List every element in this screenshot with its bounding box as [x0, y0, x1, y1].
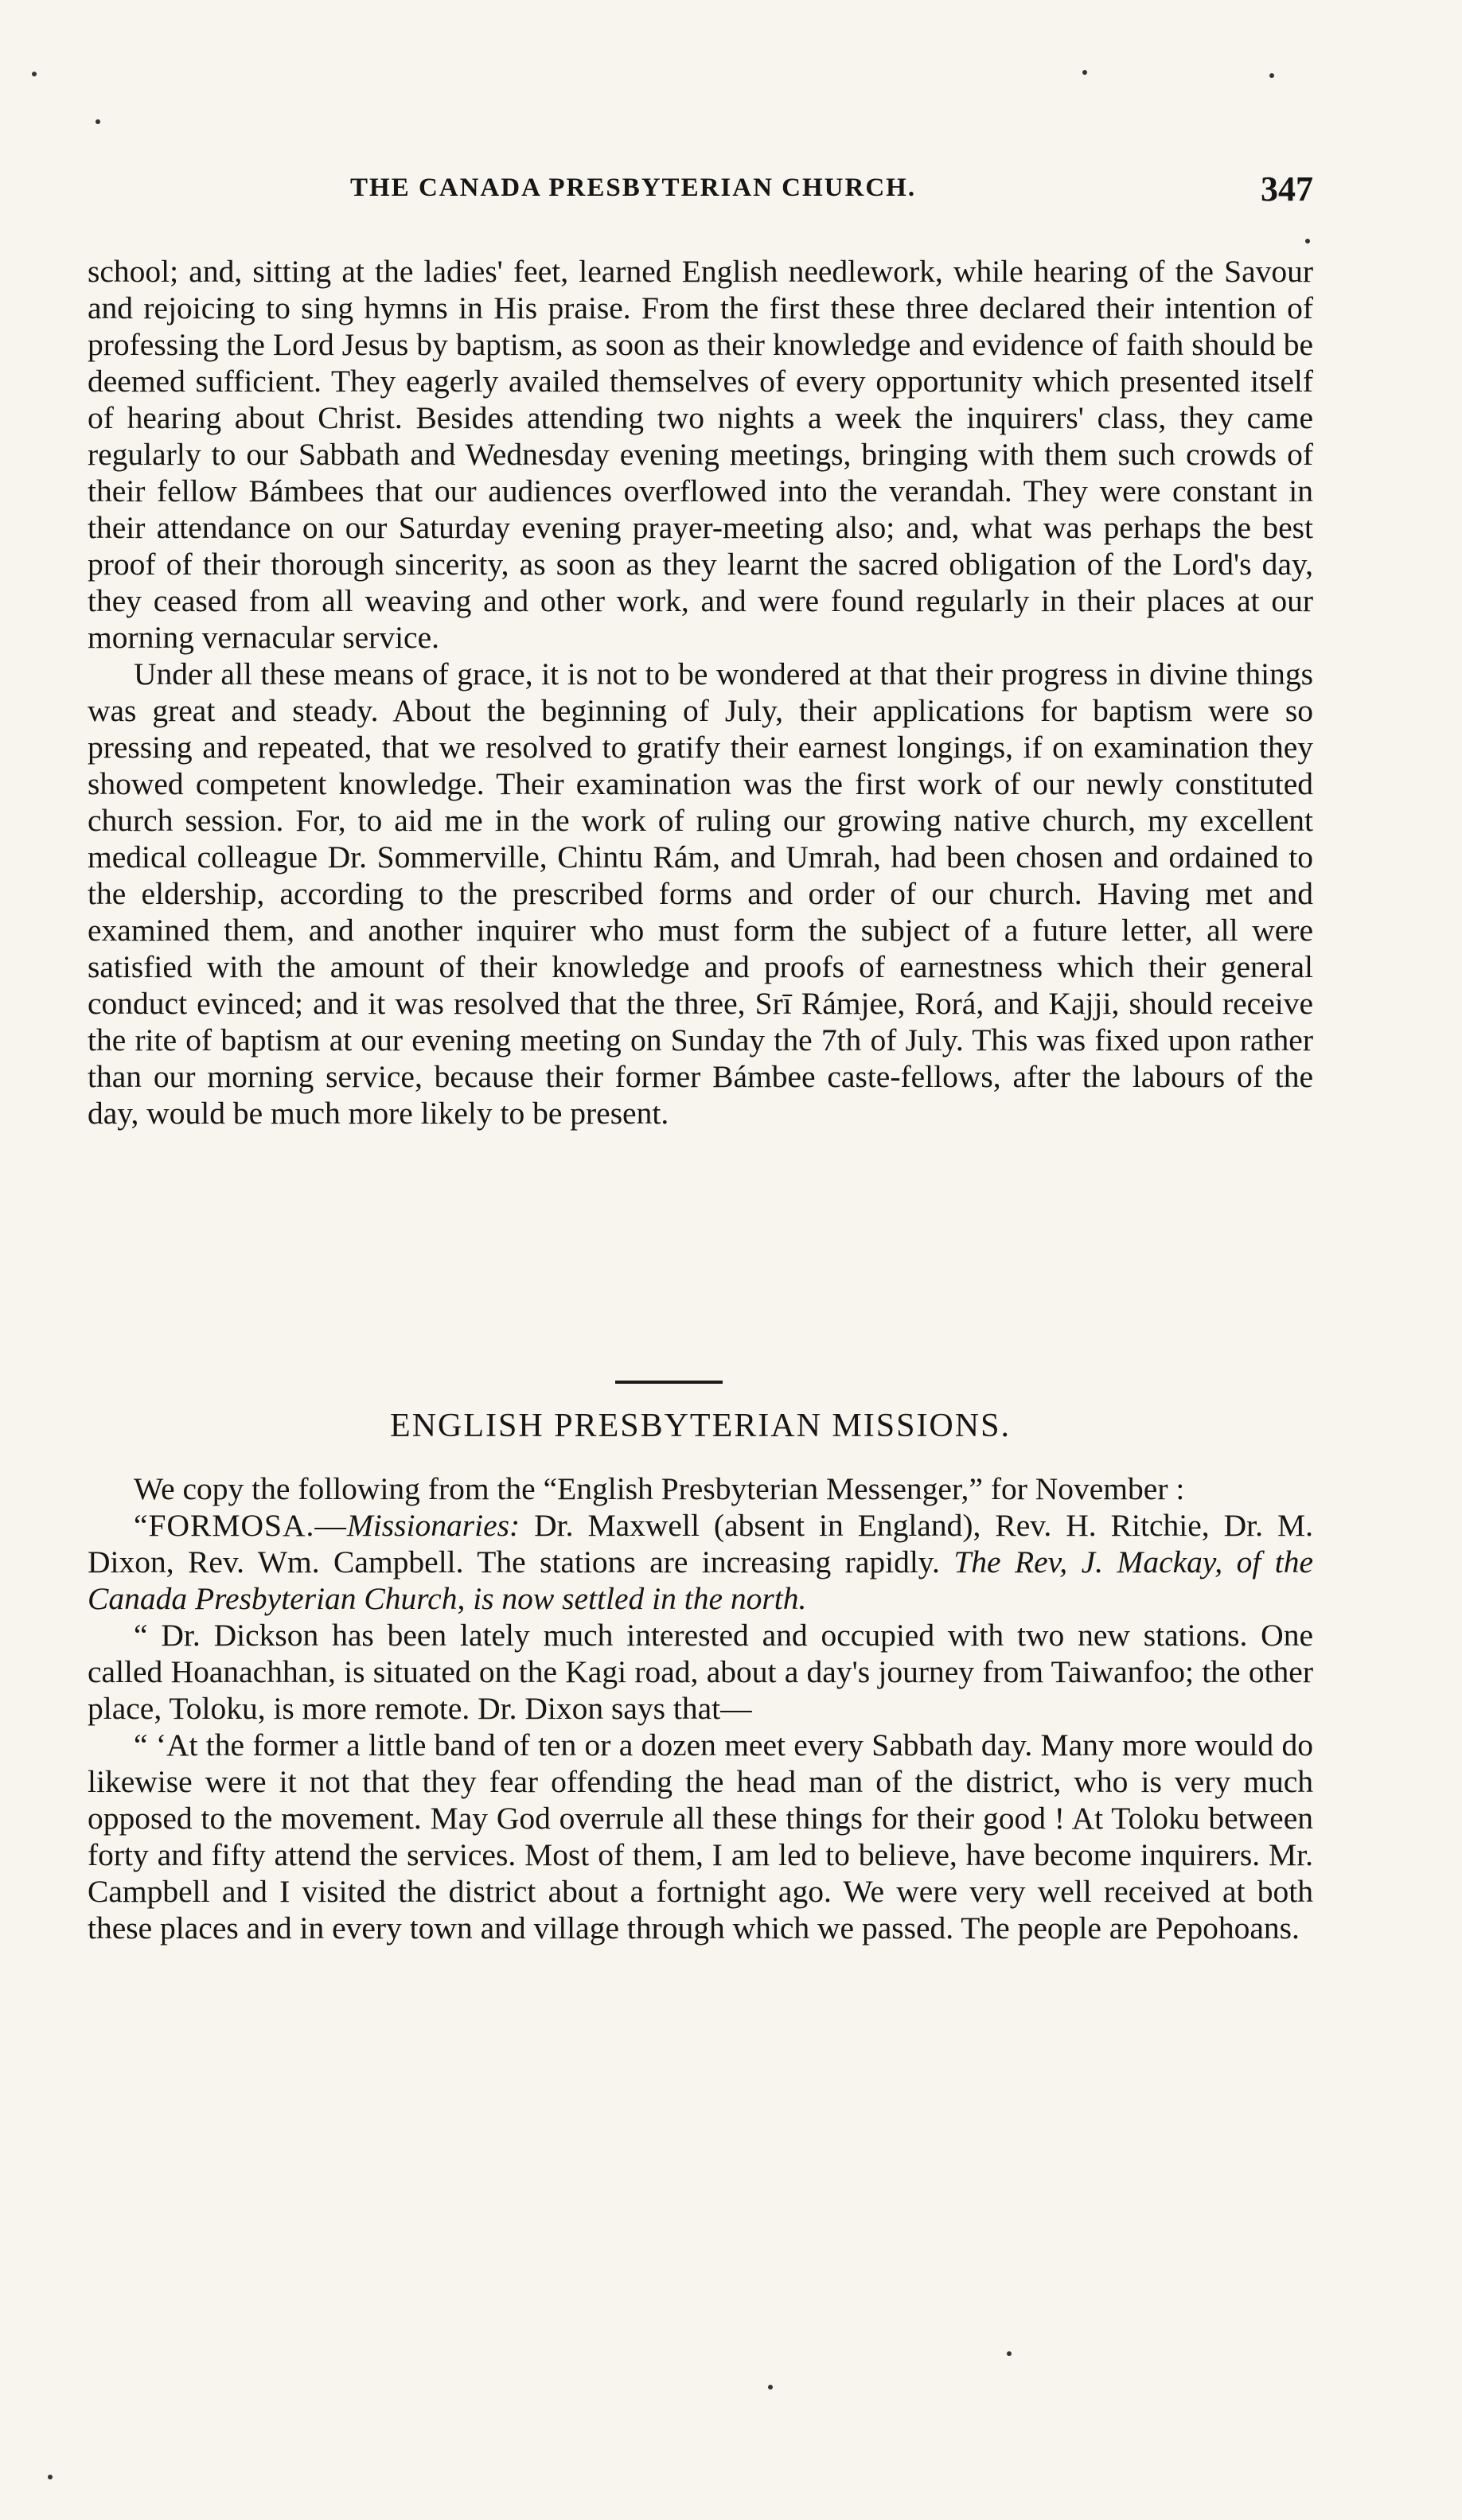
formosa-lead: “FORMOSA.— — [134, 1508, 347, 1543]
quoted-letter: “ ‘At the former a little band of ten or a dozen meet every Sabbath day. Many more would do likewise were it not that they fear offending the head man of the district, who is very much opposed to the movement. May God overrule all these things for their good ! At Toloku between forty and fifty attend the services. Most of them, I am led to believe, have become inquirers. Mr. Campbell and I visited the district about a fortnight ago. We were very well received at both these places and in every town and village through which we passed. The people are Pepohoans. — [88, 1727, 1313, 1946]
print-speck — [1305, 239, 1310, 243]
mission-letter-continued — [88, 253, 1313, 1131]
print-speck — [1007, 2351, 1012, 2356]
running-title: THE CANADA PRESBYTERIAN CHURCH. — [350, 173, 917, 202]
formosa-text: Dr. Maxwell (absent in England), Rev. H. Ritchie, Dr. M. Dixon, Rev. Wm. Campbell. The stations are increasing rapidly. — [88, 1508, 1313, 1579]
intro-paragraph: We copy the following from the “English Presbyterian Messenger,” for November : — [134, 1471, 1185, 1506]
section-divider — [615, 1381, 723, 1384]
dickson-paragraph: “ Dr. Dickson has been lately much interested and occupied with two new stations. One called Hoanachhan, is situated on the Kagi road, about a day's journey from Taiwanfoo; the other place, Toloku, is more remote. Dr. Dixon says that— — [88, 1618, 1313, 1726]
english-presbyterian-missions — [88, 1470, 1313, 1946]
section-heading: ENGLISH PRESBYTERIAN MISSIONS. — [390, 1408, 1011, 1444]
paragraph: school; and, sitting at the ladies' feet, learned English needlework, while hearing of the Savour and rejoicing to sing hymns in His praise. From the first these three declared their intention of professing the Lord Jesus by baptism, as soon as their knowledge and evidence of faith should be deemed sufficient. They eagerly availed themselves of every opportunity which presented itself of hearing about Christ. Besides attending two nights a week the inquirers' class, they came regularly to our Sabbath and Wednesday evening meetings, bringing with them such crowds of their fellow Bámbees that our audiences overflowed into the verandah. They were constant in their attendance on our Saturday evening prayer-meeting also; and, what was perhaps the best proof of their thorough sincerity, as soon as they learnt the sacred obligation of the Lord's day, they ceased from all weaving and other work, and were found regularly in their places at our morning vernacular service. — [88, 254, 1313, 655]
print-speck — [32, 72, 37, 76]
print-speck — [48, 2475, 53, 2479]
paragraph: Under all these means of grace, it is not to be wondered at that their progress in divine things was great and steady. About the beginning of July, their applications for baptism were so pressing and repeated, that we resolved to gratify their earnest longings, if on examination they showed competent knowledge. Their examination was the first work of our newly constituted church session. For, to aid me in the work of ruling our growing native church, my excellent medical colleague Dr. Sommerville, Chintu Rám, and Umrah, had been chosen and ordained to the eldership, according to the prescribed forms and order of our church. Having met and examined them, and another inquirer who must form the subject of a future letter, all were satisfied with the amount of their knowledge and proofs of earnestness which their general conduct evinced; and it was resolved that the three, Srī Rámjee, Rorá, and Kajji, should receive the rite of baptism at our evening meeting on Sunday the 7th of July. This was fixed upon rather than our morning service, because their former Bámbee caste-fellows, after the labours of the day, would be much more likely to be present. — [88, 656, 1313, 1131]
missionaries-label: Missionaries: — [346, 1508, 520, 1543]
page-number: 347 — [1261, 169, 1313, 208]
print-speck — [1269, 73, 1274, 78]
print-speck — [768, 2385, 773, 2390]
print-speck — [96, 119, 100, 124]
formosa-italic-note: The Rev, J. Mackay, of the Canada Presbyterian Church, is now settled in the north. — [88, 1544, 1313, 1616]
formosa-paragraph — [88, 1507, 1313, 1617]
running-head — [80, 169, 1321, 216]
print-speck — [1082, 70, 1087, 75]
